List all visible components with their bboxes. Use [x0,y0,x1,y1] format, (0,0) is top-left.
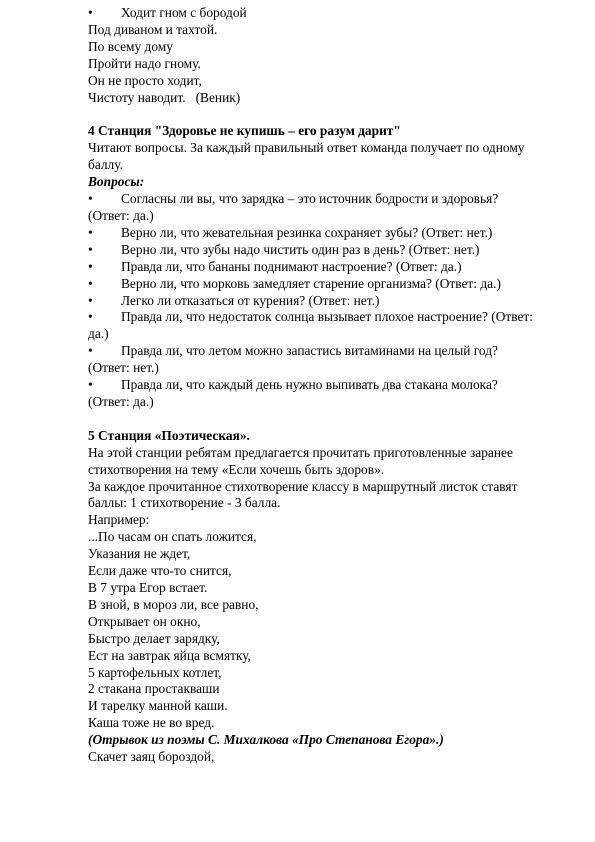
questions-label: Вопросы: [88,174,145,190]
question-item [88,293,558,310]
question-text: Правда ли, что недостаток солнца вызывает плохое настроение? (Ответ: [121,309,533,325]
poem-line: 5 картофельных котлет, [88,664,222,680]
question-text: Согласны ли вы, что зарядка – это источник бодрости и здоровья? [121,191,499,207]
bullet-glyph: • [88,258,93,274]
paragraph-line: баллы: 1 стихотворение - 3 балла. [88,495,281,511]
question-text: Верно ли, что жевательная резинка сохраняет зубы? (Ответ: нет.) [121,224,493,240]
poem-next-line: Скачет заяц бороздой, [88,749,215,765]
paragraph-line: За каждое прочитанное стихотворение классу в маршрутный листок ставят [88,478,518,494]
poem-line: ...По часам он спать ложится, [88,529,257,545]
poem [88,529,558,732]
question-item [88,225,558,242]
bullet-glyph: • [88,377,93,393]
question-text: Верно ли, что морковь замедляет старение организма? (Ответ: да.) [121,275,501,291]
station-5-title: 5 Станция «Поэтическая». [88,427,250,443]
bullet-glyph: • [88,275,93,291]
poem-line: 2 стакана простакваши [88,681,220,697]
poem-line: В 7 утра Егор встает. [88,580,208,595]
question-item [88,343,558,377]
poem-source: (Отрывок из поэмы С. Михалкова «Про Степанова Егора».) [88,732,444,748]
list-item [88,5,558,22]
bullet-glyph: • [88,5,93,20]
question-item [88,377,558,411]
poem-line: И тарелку манной каши. [88,698,228,714]
station-4-title: 4 Станция "Здоровье не купишь – его разум дарит" [88,123,401,139]
riddle-line: Под диваном и тахтой. [88,21,218,37]
document-body [88,5,558,766]
bullet-glyph: • [88,343,93,359]
question-text: Легко ли отказаться от курения? (Ответ: нет.) [121,292,380,308]
question-answer: (Ответ: да.) [88,393,154,409]
poem-line: Указания не ждет, [88,546,191,562]
bullet-glyph: • [88,241,93,257]
riddle-bullet-text: Ходит гном с бородой [121,5,247,20]
station-4-intro-cont: баллу. [88,157,123,173]
bullet-glyph: • [88,191,93,207]
questions-list [88,191,558,411]
poem-line: Открывает он окно, [88,613,201,629]
riddle-line: Он не просто ходит, [88,72,202,88]
question-item [88,309,558,343]
paragraph-line: стихотворения на тему «Если хочешь быть здоров». [88,461,385,477]
question-item [88,191,558,225]
station-4-intro: Читают вопросы. За каждый правильный ответ команда получает по одному [88,140,525,156]
question-text: Правда ли, что бананы поднимают настроение? (Ответ: да.) [121,258,462,274]
paragraph-line: На этой станции ребятам предлагается прочитать приготовленные заранее [88,444,513,460]
bullet-glyph: • [88,309,93,325]
question-answer: (Ответ: да.) [88,207,154,223]
question-text: Правда ли, что каждый день нужно выпивать два стакана молока? [121,377,498,393]
question-item [88,276,558,293]
question-answer: (Ответ: нет.) [88,360,159,376]
riddle-line: По всему дому [88,38,173,54]
bullet-glyph: • [88,224,93,240]
question-answer: да.) [88,326,109,342]
riddle-line: Чистоту наводит. (Веник) [88,89,241,105]
poem-line: Каша тоже не во вред. [88,715,215,731]
poem-line: Если даже что-то снится, [88,563,232,579]
question-item [88,259,558,276]
bullet-glyph: • [88,292,93,308]
question-text: Правда ли, что летом можно запастись витаминами на целый год? [121,343,498,359]
poem-line: В зной, в мороз ли, все равно, [88,596,259,612]
poem-line: Быстро делает зарядку, [88,630,220,646]
riddle-line: Пройти надо гному. [88,55,201,71]
paragraph-line: Например: [88,512,150,528]
question-text: Верно ли, что зубы надо чистить один раз в день? (Ответ: нет.) [121,241,480,257]
poem-line: Ест на завтрак яйца всмятку, [88,647,251,663]
question-item [88,242,558,259]
